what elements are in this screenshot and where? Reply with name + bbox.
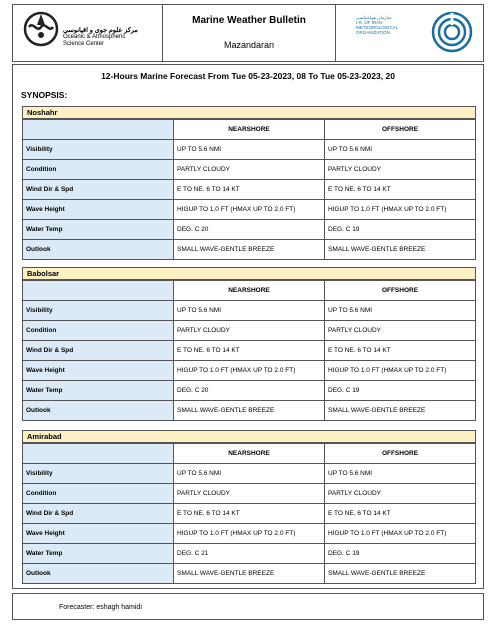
station-name: Babolsar [22,267,476,280]
right-org-en-1: I.R. OF IRAN [356,20,383,25]
nearshore-header: NEARSHORE [174,444,325,464]
bulletin-title: Marine Weather Bulletin [192,15,306,26]
column-header-row [23,120,476,140]
nearshore-value: UP TO 5.6 NMI [174,464,325,484]
station-babolsar [22,267,476,421]
station-table [22,280,476,421]
nearshore-value: PARTLY CLOUDY [174,160,325,180]
offshore-value: DEG. C 19 [325,381,476,401]
offshore-value: DEG. C 19 [325,220,476,240]
station-name: Noshahr [22,106,476,119]
row-label: Condition [23,484,174,504]
left-org-text [63,27,138,48]
table-row [23,301,476,321]
nearshore-value: HIGUP TO 1.0 FT (HMAX UP TO 2.0 FT) [174,524,325,544]
table-row [23,361,476,381]
column-header-row [23,444,476,464]
offshore-header: OFFSHORE [325,444,476,464]
table-row [23,160,476,180]
offshore-value: SMALL WAVE-GENTLE BREEZE [325,401,476,421]
nearshore-value: E TO NE. 6 TO 14 KT [174,341,325,361]
table-row [23,140,476,160]
header-right-logo-cell [336,5,483,61]
offshore-value: SMALL WAVE-GENTLE BREEZE [325,240,476,260]
table-row [23,564,476,584]
row-label: Wind Dir & Spd [23,341,174,361]
offshore-value: E TO NE. 6 TO 14 KT [325,180,476,200]
station-table [22,119,476,260]
offshore-value: SMALL WAVE-GENTLE BREEZE [325,564,476,584]
blank-corner-cell [23,281,174,301]
right-org-text [356,15,398,35]
column-header-row [23,281,476,301]
header-left-logo-cell [13,5,163,61]
forecast-body [12,64,484,589]
station-name: Amirabad [22,430,476,443]
station-noshahr [22,106,476,260]
table-row [23,341,476,361]
footer [12,593,484,620]
row-label: Wave Height [23,200,174,220]
table-row [23,200,476,220]
forecaster-label: Forecaster: eshagh hamidi [59,604,142,611]
row-label: Visibility [23,140,174,160]
row-label: Water Temp [23,381,174,401]
table-row [23,381,476,401]
row-label: Water Temp [23,220,174,240]
nearshore-value: DEG. C 21 [174,544,325,564]
table-row [23,321,476,341]
left-org-en-1: Oceanic & Atmospheric [63,34,126,40]
table-row [23,240,476,260]
row-label: Water Temp [23,544,174,564]
forecast-title: 12-Hours Marine Forecast From Tue 05-23-2023, 08 To Tue 05-23-2023, 20 [101,71,395,81]
right-org-en-2: METEOROLOGICAL [356,25,399,30]
left-org-en-2: Science Center [63,41,105,47]
nearshore-value: UP TO 5.6 NMI [174,301,325,321]
offshore-value: PARTLY CLOUDY [325,160,476,180]
row-label: Outlook [23,564,174,584]
synopsis-label: SYNOPSIS: [21,90,68,100]
offshore-value: HIGUP TO 1.0 FT (HMAX UP TO 2.0 FT) [325,200,476,220]
nearshore-value: DEG. C 20 [174,381,325,401]
table-row [23,464,476,484]
nearshore-value: DEG. C 20 [174,220,325,240]
table-row [23,544,476,564]
table-row [23,220,476,240]
table-row [23,180,476,200]
row-label: Wind Dir & Spd [23,504,174,524]
right-org-en-3: ORGANIZATION [356,30,390,35]
header-title-cell [163,5,336,61]
table-row [23,504,476,524]
oceanic-atmospheric-center-logo [23,11,59,47]
table-row [23,401,476,421]
row-label: Condition [23,160,174,180]
nearshore-value: SMALL WAVE-GENTLE BREEZE [174,240,325,260]
offshore-header: OFFSHORE [325,120,476,140]
station-table [22,443,476,584]
blank-corner-cell [23,444,174,464]
nearshore-value: E TO NE. 6 TO 14 KT [174,180,325,200]
row-label: Wave Height [23,524,174,544]
offshore-value: E TO NE. 6 TO 14 KT [325,341,476,361]
offshore-value: HIGUP TO 1.0 FT (HMAX UP TO 2.0 FT) [325,361,476,381]
offshore-value: HIGUP TO 1.0 FT (HMAX UP TO 2.0 FT) [325,524,476,544]
bulletin-region: Mazandaran [223,40,275,50]
row-label: Visibility [23,464,174,484]
nearshore-value: SMALL WAVE-GENTLE BREEZE [174,401,325,421]
offshore-value: UP TO 5.6 NMI [325,301,476,321]
offshore-value: UP TO 5.6 NMI [325,140,476,160]
table-row [23,484,476,504]
offshore-header: OFFSHORE [325,281,476,301]
row-label: Outlook [23,240,174,260]
offshore-value: UP TO 5.6 NMI [325,464,476,484]
nearshore-value: E TO NE. 6 TO 14 KT [174,504,325,524]
left-org-fa: مرکز علوم جوی و اقیانوسی [63,27,138,34]
nearshore-header: NEARSHORE [174,120,325,140]
offshore-value: PARTLY CLOUDY [325,484,476,504]
meteorological-organization-logo [431,11,473,53]
offshore-value: PARTLY CLOUDY [325,321,476,341]
row-label: Outlook [23,401,174,421]
row-label: Wave Height [23,361,174,381]
nearshore-value: PARTLY CLOUDY [174,321,325,341]
bulletin-header [12,4,484,62]
station-amirabad [22,430,476,584]
row-label: Condition [23,321,174,341]
table-row [23,524,476,544]
nearshore-header: NEARSHORE [174,281,325,301]
row-label: Wind Dir & Spd [23,180,174,200]
offshore-value: E TO NE. 6 TO 14 KT [325,504,476,524]
nearshore-value: PARTLY CLOUDY [174,484,325,504]
nearshore-value: HIGUP TO 1.0 FT (HMAX UP TO 2.0 FT) [174,200,325,220]
offshore-value: DEG. C 19 [325,544,476,564]
row-label: Visibility [23,301,174,321]
nearshore-value: HIGUP TO 1.0 FT (HMAX UP TO 2.0 FT) [174,361,325,381]
nearshore-value: SMALL WAVE-GENTLE BREEZE [174,564,325,584]
right-org-fa: سازمان هواشناسی [356,15,392,20]
nearshore-value: UP TO 5.6 NMI [174,140,325,160]
blank-corner-cell [23,120,174,140]
